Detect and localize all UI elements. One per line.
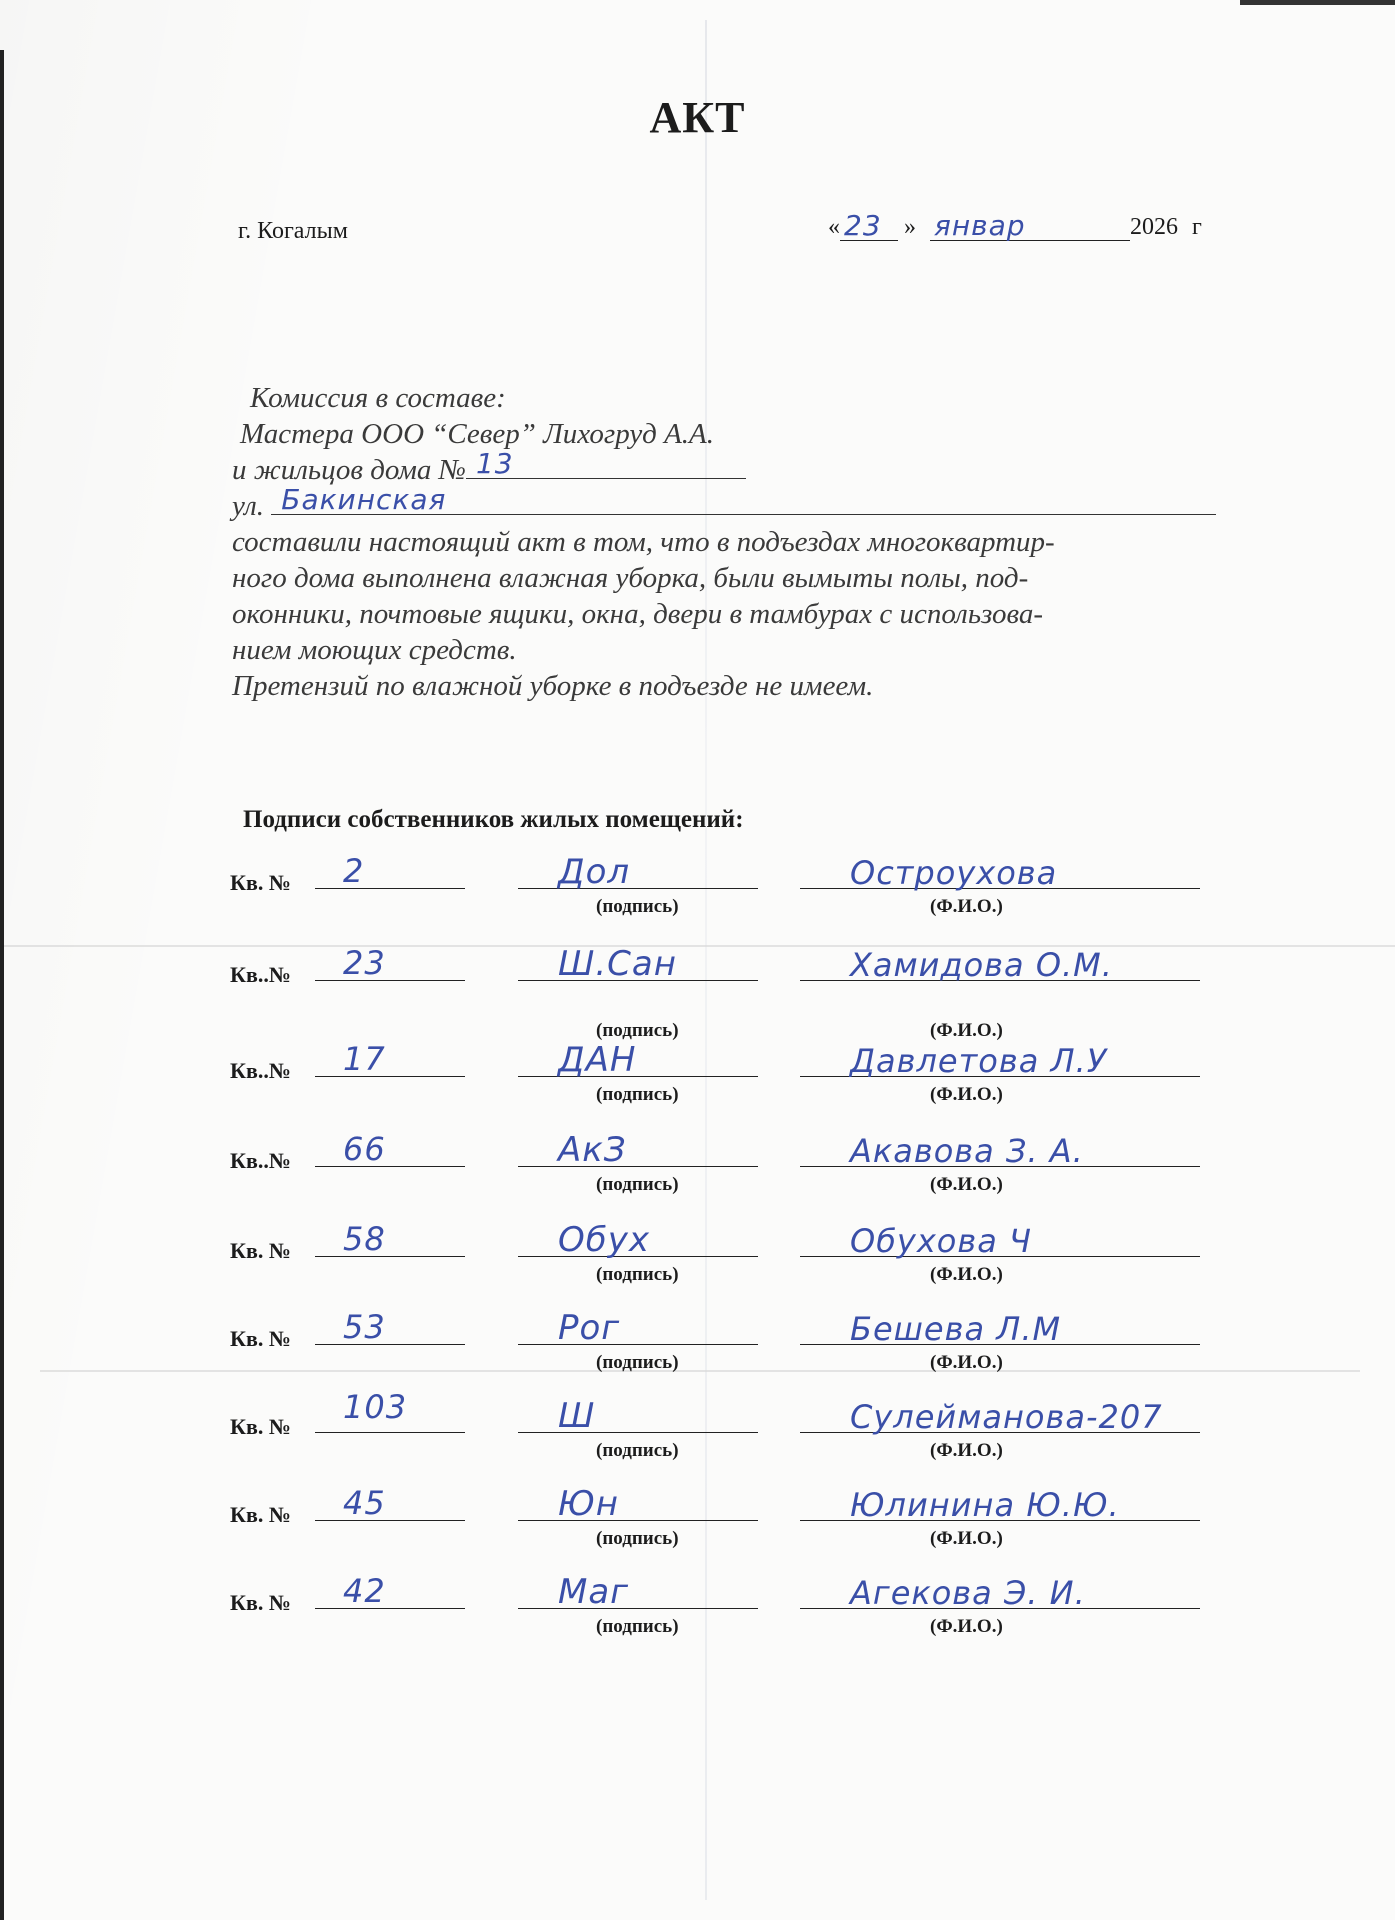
apartment-number: 42 bbox=[343, 1572, 386, 1610]
apartment-number: 58 bbox=[343, 1220, 386, 1258]
handwritten-signature: Ш.Сан bbox=[558, 944, 677, 984]
date-close-quote: » bbox=[904, 214, 916, 240]
signature-row bbox=[230, 1308, 1230, 1378]
signature-field bbox=[518, 1572, 758, 1612]
date-month: январ bbox=[934, 209, 1026, 242]
signature-field bbox=[518, 1220, 758, 1260]
apartment-number: 2 bbox=[343, 852, 365, 890]
fio-caption: (Ф.И.О.) bbox=[930, 896, 1003, 917]
fio-field bbox=[800, 1574, 1200, 1612]
date-open-quote: « bbox=[828, 214, 840, 240]
house-prefix: и жильцов дома № bbox=[232, 454, 466, 486]
fio-caption: (Ф.И.О.) bbox=[930, 1084, 1003, 1105]
claim-line: Претензий по влажной уборке в подъезде не имеем. bbox=[232, 670, 874, 702]
signature-row bbox=[230, 944, 1230, 1041]
act-body bbox=[232, 380, 1232, 704]
handwritten-signature: Юн bbox=[558, 1484, 619, 1524]
signature-row bbox=[230, 1130, 1230, 1200]
act-text-line: ного дома выполнена влажная уборка, были вымыты полы, под- bbox=[232, 562, 1029, 594]
fio-field bbox=[800, 1398, 1200, 1436]
signature-field bbox=[518, 1040, 758, 1080]
resident-name: Остроухова bbox=[850, 854, 1058, 892]
fio-field bbox=[800, 1132, 1200, 1170]
apartment-field bbox=[315, 1572, 465, 1610]
apartment-label: Кв. № bbox=[230, 1238, 291, 1263]
resident-name: Юлинина Ю.Ю. bbox=[850, 1486, 1120, 1524]
signature-caption: (подпись) bbox=[596, 1020, 679, 1041]
document-date bbox=[828, 209, 1202, 242]
apartment-field bbox=[315, 944, 465, 982]
date-year-suffix: г bbox=[1192, 214, 1202, 240]
resident-name: Бешева Л.М bbox=[850, 1310, 1062, 1348]
date-month-field bbox=[930, 209, 1130, 242]
apartment-field bbox=[315, 1308, 465, 1346]
apartment-label: Кв. № bbox=[230, 1590, 291, 1615]
signature-field bbox=[518, 852, 758, 892]
apartment-field bbox=[315, 1484, 465, 1522]
fio-field bbox=[800, 1042, 1200, 1080]
apartment-label: Кв. № bbox=[230, 870, 291, 895]
house-number-field bbox=[466, 447, 746, 480]
fio-field bbox=[800, 854, 1200, 892]
apartment-field bbox=[315, 1388, 465, 1433]
act-text-line: составили настоящий акт в том, что в подъездах многоквартир- bbox=[232, 526, 1055, 558]
commission-street-line bbox=[232, 483, 1232, 524]
signature-row bbox=[230, 1388, 1230, 1466]
signature-row bbox=[230, 1572, 1230, 1642]
fio-caption: (Ф.И.О.) bbox=[930, 1616, 1003, 1637]
fio-caption: (Ф.И.О.) bbox=[930, 1352, 1003, 1373]
fio-caption: (Ф.И.О.) bbox=[930, 1020, 1003, 1041]
handwritten-signature: Дол bbox=[558, 852, 631, 892]
resident-name: Агекова Э. И. bbox=[850, 1574, 1086, 1612]
apartment-number: 23 bbox=[343, 944, 386, 982]
signature-field bbox=[518, 1130, 758, 1170]
fio-caption: (Ф.И.О.) bbox=[930, 1174, 1003, 1195]
signature-row bbox=[230, 1220, 1230, 1290]
apartment-label: Кв. № bbox=[230, 1502, 291, 1527]
apartment-label: Кв. № bbox=[230, 1414, 291, 1439]
apartment-label: Кв. № bbox=[230, 1326, 291, 1351]
document-title: АКТ bbox=[649, 93, 746, 142]
street-field bbox=[271, 483, 1216, 516]
apartment-field bbox=[315, 1220, 465, 1258]
apartment-number: 17 bbox=[343, 1040, 386, 1078]
apartment-number: 103 bbox=[343, 1388, 408, 1426]
fio-field bbox=[800, 1222, 1200, 1260]
act-text-line: нием моющих средств. bbox=[232, 634, 517, 666]
apartment-label: Кв..№ bbox=[230, 1148, 291, 1173]
signature-caption: (подпись) bbox=[596, 1528, 679, 1549]
handwritten-signature: Обух bbox=[558, 1220, 650, 1260]
handwritten-signature: Маг bbox=[558, 1572, 630, 1612]
street-prefix: ул. bbox=[232, 490, 264, 522]
resident-name: Давлетова Л.У bbox=[850, 1042, 1108, 1080]
handwritten-signature: Ш bbox=[558, 1396, 596, 1436]
fio-field bbox=[800, 1486, 1200, 1524]
date-year: 2026 bbox=[1130, 214, 1178, 240]
signature-caption: (подпись) bbox=[596, 1352, 679, 1373]
signature-field bbox=[518, 1396, 758, 1436]
signature-row bbox=[230, 852, 1230, 922]
commission-master: Мастера ООО “Север” Лихогруд А.А. bbox=[240, 418, 714, 450]
date-day-field bbox=[840, 209, 898, 242]
fio-field bbox=[800, 1310, 1200, 1348]
apartment-label: Кв..№ bbox=[230, 962, 291, 987]
fio-field bbox=[800, 946, 1200, 984]
apartment-field bbox=[315, 852, 465, 890]
city: г. Когалым bbox=[238, 218, 348, 244]
signature-field bbox=[518, 1308, 758, 1348]
resident-name: Сулейманова-207 bbox=[850, 1398, 1163, 1436]
apartment-number: 45 bbox=[343, 1484, 386, 1522]
handwritten-signature: Рог bbox=[558, 1308, 621, 1348]
signature-field bbox=[518, 1484, 758, 1524]
fio-caption: (Ф.И.О.) bbox=[930, 1440, 1003, 1461]
apartment-number: 53 bbox=[343, 1308, 386, 1346]
signature-caption: (подпись) bbox=[596, 1084, 679, 1105]
resident-name: Обухова Ч bbox=[850, 1222, 1032, 1260]
fio-caption: (Ф.И.О.) bbox=[930, 1528, 1003, 1549]
apartment-field bbox=[315, 1130, 465, 1168]
apartment-field bbox=[315, 1040, 465, 1078]
resident-name: Акавова З. А. bbox=[850, 1132, 1084, 1170]
signature-row bbox=[230, 1484, 1230, 1554]
act-text-line: оконники, почтовые ящики, окна, двери в тамбурах с использова- bbox=[232, 598, 1043, 630]
apartment-number: 66 bbox=[343, 1130, 386, 1168]
commission-line: Комиссия в составе: bbox=[250, 382, 506, 414]
scan-edge bbox=[0, 50, 4, 1920]
house-number: 13 bbox=[475, 447, 514, 480]
handwritten-signature: АкЗ bbox=[558, 1130, 627, 1170]
handwritten-signature: ДАН bbox=[558, 1040, 637, 1080]
date-day: 23 bbox=[844, 209, 882, 242]
signature-caption: (подпись) bbox=[596, 1616, 679, 1637]
resident-name: Хамидова О.М. bbox=[850, 946, 1113, 984]
signatures-heading: Подписи собственников жилых помещений: bbox=[243, 806, 744, 833]
signature-caption: (подпись) bbox=[596, 1264, 679, 1285]
signature-field bbox=[518, 944, 758, 984]
signature-row bbox=[230, 1040, 1230, 1110]
street-name: Бакинская bbox=[281, 483, 447, 516]
scan-edge bbox=[1240, 0, 1395, 5]
signature-caption: (подпись) bbox=[596, 1174, 679, 1195]
signature-caption: (подпись) bbox=[596, 1440, 679, 1461]
fio-caption: (Ф.И.О.) bbox=[930, 1264, 1003, 1285]
signature-caption: (подпись) bbox=[596, 896, 679, 917]
apartment-label: Кв..№ bbox=[230, 1058, 291, 1083]
